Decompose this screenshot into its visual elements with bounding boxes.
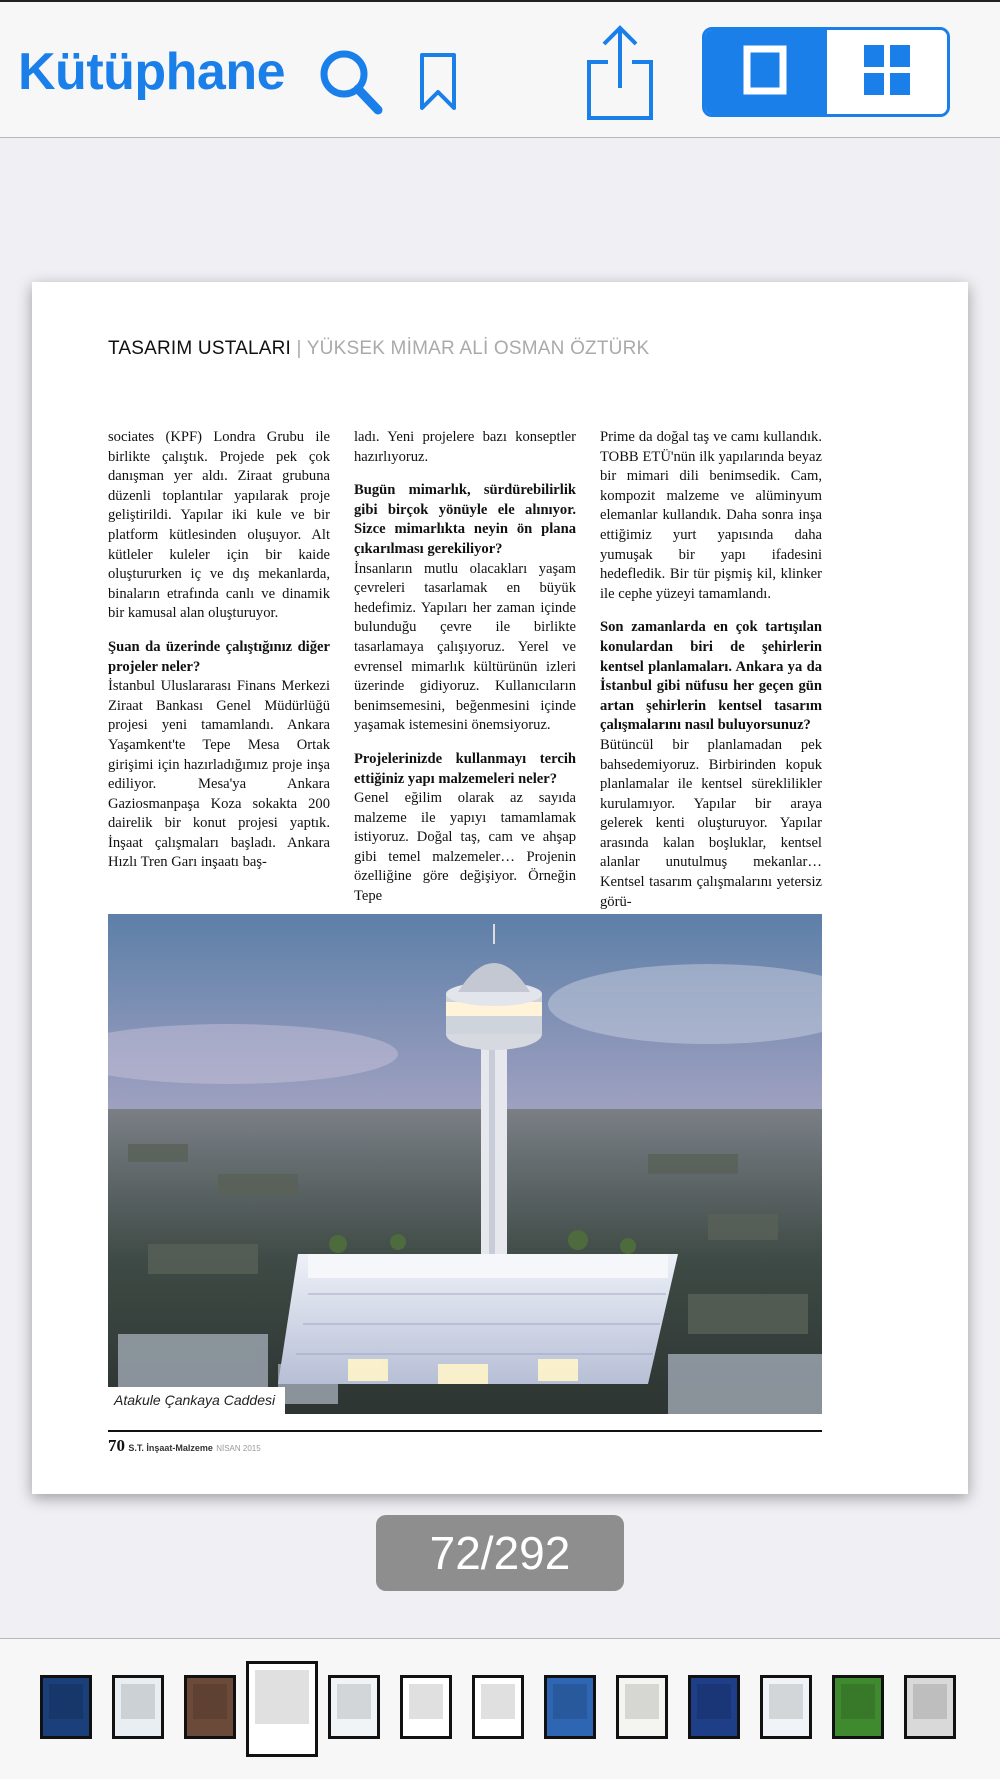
- page-thumbnail[interactable]: [904, 1675, 956, 1739]
- page-thumbnail[interactable]: [328, 1675, 380, 1739]
- thumbnail-strip[interactable]: [0, 1638, 1000, 1779]
- share-icon[interactable]: [584, 24, 656, 122]
- page-thumbnail[interactable]: [832, 1675, 884, 1739]
- page-thumbnail[interactable]: [688, 1675, 740, 1739]
- grid-icon: [864, 45, 910, 100]
- page-thumbnail[interactable]: [472, 1675, 524, 1739]
- atakule-photo: [108, 914, 822, 1414]
- paragraph: ladı. Yeni projelere bazı konseptler hazırlıyoruz.: [354, 429, 576, 465]
- question-heading: Şuan da üzerinde çalıştığınız diğer projeler neler?: [108, 638, 330, 675]
- top-toolbar: [0, 0, 1000, 138]
- magazine-name: S.T. İnşaat-Malzeme: [128, 1443, 213, 1453]
- grid-view-button[interactable]: [825, 30, 947, 114]
- paragraph: İnsanların mutlu olacakları yaşam çevreleri tasarlamak en büyük hedefimiz. Yapıları her zaman içinde bulunduğu çevre ile birlikte tasarlamaya çalışıyoruz. Yerel ve evrensel mimarlık kültürünün izleri üzerinde gidiyoruz. Kullanıcıların benimsemesini, beğenmesini içinde yaşamak istemesini önemsiyoruz.: [354, 560, 576, 734]
- question-heading: Projelerinizde kullanmayı tercih ettiğiniz yapı malzemeleri neler?: [354, 750, 576, 787]
- page-thumbnail[interactable]: [760, 1675, 812, 1739]
- thumbnail-content: [697, 1684, 731, 1719]
- text-column-2: [354, 428, 576, 921]
- thumbnail-content: [337, 1684, 371, 1719]
- page-section-header: [108, 338, 649, 360]
- paragraph: sociates (KPF) Londra Grubu ile birlikte çalıştık. Projede pek çok danışman yer aldı. Ziraat grubuna düzenli toplantılar yapılarak proje geliştirildi. Yapılar iki kule ve bir platform kütlesinden oluşuyor. Alt kütleler kuleler için bir kaide oluştururken iç ve dış mekanlarda, binaların etrafında canlı ve dinamik bir kamusal alan oluşturuyor.: [108, 429, 330, 622]
- page-thumbnail[interactable]: [616, 1675, 668, 1739]
- text-column-1: [108, 428, 330, 887]
- thumbnail-content: [49, 1684, 83, 1719]
- question-heading: Bugün mimarlık, sürdürebilirlik gibi birçok yönüyle ele alınıyor. Sizce mimarlıkta neyin ön plana çıkarılması gerekiliyor?: [354, 482, 576, 557]
- issue-date: NİSAN 2015: [216, 1444, 261, 1453]
- library-title[interactable]: Kütüphane: [18, 43, 286, 101]
- single-page-view-button[interactable]: [705, 30, 825, 114]
- question-heading: Son zamanlarda en çok tartışılan konulardan biri de şehirlerin kentsel planlamaları. Ankara ya da İstanbul gibi nüfusu her geçen gün artan şehirlerin kentsel tasarım çalışmalarını nasıl buluyorsunuz?: [600, 619, 822, 734]
- thumbnail-content: [553, 1684, 587, 1719]
- page-number: 70: [108, 1436, 125, 1455]
- bookmark-icon[interactable]: [418, 52, 458, 112]
- text-column-3: [600, 428, 822, 926]
- page-footer: [108, 1436, 261, 1456]
- page-thumbnail[interactable]: [184, 1675, 236, 1739]
- search-icon[interactable]: [318, 48, 384, 116]
- thumbnail-content: [769, 1684, 803, 1719]
- paragraph: Bütüncül bir planlamadan pek bahsedemiyoruz. Birbirinden kopuk planlamalar ile kentsel süreklilikler kurulamıyor. Yapılar bir araya gelerek kenti oluşturuyor. Yapılar arasında kalan boşluklar, kentsel alanlar unutulmuş mekanlar… Kentsel tasarım çalışmalarını yetersiz görü-: [600, 736, 822, 910]
- single-page-icon: [743, 45, 787, 100]
- paragraph: Prime da doğal taş ve camı kullandık. TOBB ETÜ'nün ilk yapılarında beyaz bir mimari dili benimsedik. Cam, kompozit malzeme ve alüminyum elemanlar kullandık. Daha sonra inşa ettiğimiz yurt yapısında daha yumuşak bir yapı ifadesini hedefledik. Bir tür pişmiş kil, klinker ile cephe yüzeyi tamamlandı.: [600, 429, 822, 602]
- thumbnail-content: [255, 1670, 309, 1724]
- thumbnail-content: [481, 1684, 515, 1719]
- thumbnail-content: [625, 1684, 659, 1719]
- page-thumbnail[interactable]: [40, 1675, 92, 1739]
- header-separator: |: [296, 338, 302, 359]
- page-thumbnail-selected[interactable]: [246, 1661, 318, 1757]
- thumbnail-content: [121, 1684, 155, 1719]
- page-thumbnail[interactable]: [544, 1675, 596, 1739]
- view-mode-toggle[interactable]: [702, 27, 950, 117]
- magazine-page[interactable]: [32, 282, 968, 1494]
- section-title: TASARIM USTALARI: [108, 338, 292, 359]
- page-thumbnail[interactable]: [112, 1675, 164, 1739]
- paragraph: Genel eğilim olarak az sayıda malzeme ile yapıyı tamamlamak istiyoruz. Doğal taş, cam ve ahşap gibi temel malzemeler… Projenin özelliğine göre değişiyor. Örneğin Tepe: [354, 790, 576, 905]
- thumbnail-content: [409, 1684, 443, 1719]
- paragraph: İstanbul Uluslararası Finans Merkezi Ziraat Bankası Genel Müdürlüğü projesi yeni tamamlandı. Ankara Yaşamkent'te Tepe Mesa Ortak girişimi için hazırladığımız proje inşa ediliyor. Mesa'ya Ankara Gaziosmanpaşa Koza sokakta 200 dairelik bir konut projesi yaptık. İnşaat çalışmaları başladı. Ankara Hızlı Tren Garı inşaatı baş-: [108, 678, 330, 871]
- page-thumbnail[interactable]: [400, 1675, 452, 1739]
- section-subtitle: YÜKSEK MİMAR ALİ OSMAN ÖZTÜRK: [306, 338, 650, 359]
- thumbnail-content: [841, 1684, 875, 1719]
- footer-divider: [108, 1430, 822, 1432]
- thumbnail-content: [193, 1684, 227, 1719]
- thumbnail-content: [913, 1684, 947, 1719]
- page-counter: 72/292: [376, 1515, 624, 1591]
- photo-caption: Atakule Çankaya Caddesi: [108, 1387, 285, 1414]
